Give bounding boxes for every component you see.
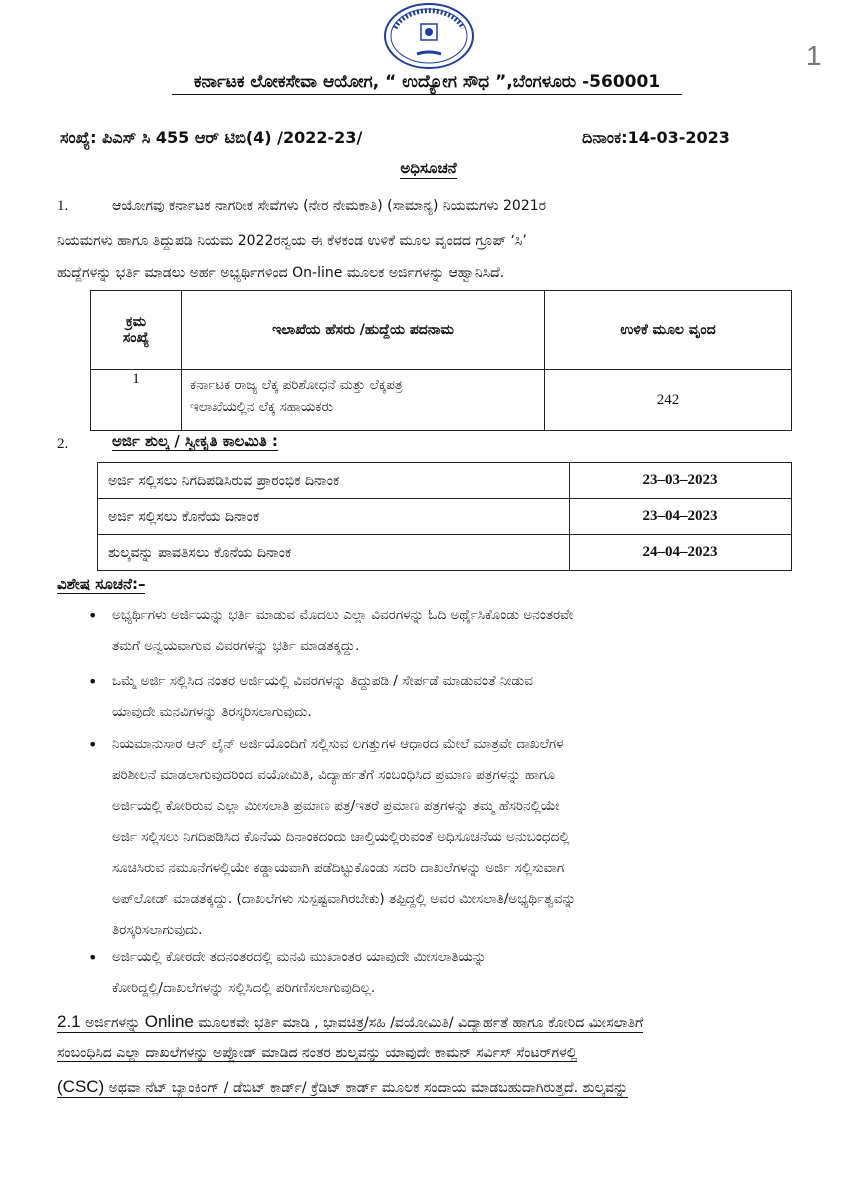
notification-title: ಅಧಿಸೂಚನೆ — [400, 159, 457, 177]
date-label: ಶುಲ್ಕವನ್ನು ಪಾವತಿಸಲು ಕೊನೆಯ ದಿನಾಂಕ — [98, 535, 570, 571]
section21-number: 2.1 — [57, 1012, 81, 1031]
section21-line — [57, 1012, 643, 1033]
para1-number: 1. — [57, 198, 69, 214]
bullet-line: ಅರ್ಜಿಯಲ್ಲಿ ಕೋರಿರುವ ಎಲ್ಲಾ ಮೀಸಲಾತಿ ಪ್ರಮಾಣ ಪತ್ರ/ಇತರೆ ಪ್ರಮಾಣ ಪತ್ರಗಳನ್ನು ತಮ್ಮ ಹೆಸರಿನಲ್ಲಿಯೇ — [112, 798, 560, 814]
bullet-line: ನಿಯಮಾನುಸಾರ ಆನ್ ಲೈನ್ ಅರ್ಜಿಯೊಂದಿಗೆ ಸಲ್ಲಿಸುವ ಲಗತ್ತುಗಳ ಆಧಾರದ ಮೇಲೆ ಮಾತ್ರವೇ ದಾಖಲೆಗಳ — [112, 736, 564, 752]
table-row — [98, 499, 792, 535]
special-notes-title: ವಿಶೇಷ ಸೂಚನೆ:– — [57, 575, 146, 593]
header-sl-line2: ಸಂಖ್ಯೆ — [122, 330, 150, 346]
section21-text: ಅರ್ಜಿಗಳನ್ನು — [85, 1015, 145, 1031]
row-post-name — [182, 370, 545, 431]
page-number: 1 — [806, 40, 822, 71]
bullet-line: ಸೂಚಿಸಿರುವ ನಮೂನೆಗಳಲ್ಲಿಯೇ ಕಡ್ಡಾಯವಾಗಿ ಪಡೆದಿಟ್ಟುಕೊಂಡು ಸದರಿ ದಾಖಲೆಗಳನ್ನು ಅರ್ಜಿ ಸಲ್ಲಿಸುವಾಗ — [112, 860, 565, 876]
date-label: ಅರ್ಜಿ ಸಲ್ಲಿಸಲು ಕೊನೆಯ ದಿನಾಂಕ — [98, 499, 570, 535]
date-value: 23–04–2023 — [570, 499, 792, 535]
bullet-line: ತಮಗೆ ಅನ್ವಯವಾಗುವ ವಿವರಗಳನ್ನು ಭರ್ತಿ ಮಾಡತಕ್ಕದ್ದು. — [112, 638, 360, 654]
para1-line: ಹುದ್ದೆಗಳನ್ನು ಭರ್ತಿ ಮಾಡಲು ಅರ್ಹ ಅಭ್ಯರ್ಥಿಗಳಿಂದ On-line ಮೂಲಕ ಅರ್ಜಿಗಳನ್ನು ಆಹ್ವಾನಿಸಿದೆ. — [57, 265, 505, 281]
special-notes-heading — [57, 575, 145, 593]
section2-title: ಅರ್ಜಿ ಶುಲ್ಕ / ಸ್ವೀಕೃತಿ ಕಾಲಮಿತಿ : — [112, 432, 278, 450]
bullet-line: ತಿರಸ್ಕರಿಸಲಾಗುವುದು. — [112, 922, 203, 938]
date-value: 24–04–2023 — [570, 535, 792, 571]
notification-date: ದಿನಾಂಕ:14-03-2023 — [582, 128, 730, 147]
bullet-line: ಕೋರಿದ್ದಲ್ಲಿ/ದಾಖಲೆಗಳನ್ನು ಸಲ್ಲಿಸಿದಲ್ಲಿ ಪರಿಗಣಿಸಲಾಗುವುದಿಲ್ಲ. — [112, 980, 376, 996]
column-header-sl — [91, 291, 182, 370]
post-name-line1: ಕರ್ನಾಟಕ ರಾಜ್ಯ ಲೆಕ್ಕ ಪರಿಶೋಧನೆ ಮತ್ತು ಲೆಕ್ಕಪತ್ರ — [190, 377, 403, 393]
bullet-line: ಒಮ್ಮೆ ಅರ್ಜಿ ಸಲ್ಲಿಸಿದ ನಂತರ ಅರ್ಜಿಯಲ್ಲಿ ವಿವರಗಳನ್ನು ತಿದ್ದುಪಡಿ / ಸೇರ್ಪಡೆ ಮಾಡುವಂತೆ ನೀಡುವ — [112, 673, 533, 689]
date-label: ಅರ್ಜಿ ಸಲ್ಲಿಸಲು ನಿಗದಿಪಡಿಸಿರುವ ಪ್ರಾರಂಭಿಕ ದಿನಾಂಕ — [98, 463, 570, 499]
para1-line: ಆಯೋಗವು ಕರ್ನಾಟಕ ನಾಗರೀಕ ಸೇವೆಗಳು (ನೇರ ನೇಮಕಾತಿ) (ಸಾಮಾನ್ಯ) ನಿಯಮಗಳು 2021ರ — [112, 198, 547, 214]
section2-number: 2. — [57, 436, 69, 452]
table-row — [91, 370, 792, 431]
post-name-line2: ಇಲಾಖೆಯಲ್ಲಿನ ಲೆಕ್ಕ ಸಹಾಯಕರು — [190, 399, 333, 415]
bullet-line: ಪರಿಶೀಲನೆ ಮಾಡಲಾಗುವುದರಿಂದ ವಯೋಮಿತಿ, ವಿದ್ಯಾರ್ಹತೆಗೆ ಸಂಬಂಧಿಸಿದ ಪ್ರಮಾಣ ಪತ್ರಗಳನ್ನು ಹಾಗೂ — [112, 767, 556, 783]
header-sl-line1: ಕ್ರಮ — [125, 314, 147, 330]
para1-line: ನಿಯಮಗಳು ಹಾಗೂ ತಿದ್ದುಪಡಿ ನಿಯಮ 2022ರನ್ವಯ ಈ ಕೆಳಕಂಡ ಉಳಿಕೆ ಮೂಲ ವೃಂದದ ಗ್ರೂಪ್ ‘ಸಿ’ — [57, 233, 527, 249]
reference-number: ಸಂಖ್ಯೆ: ಪಿಎಸ್ ಸಿ 455 ಆರ್ ಟಿಬಿ(4) /2022-23/ — [60, 128, 363, 147]
bullet-line: ಅಪ್‌ಲೋಡ್ ಮಾಡತಕ್ಕದ್ದು. (ದಾಖಲೆಗಳು ಸುಸ್ಪಷ್ಟವಾಗಿರಬೇಕು) ತಪ್ಪಿದ್ದಲ್ಲಿ ಅವರ ಮೀಸಲಾತಿ/ಅಭ್ಯರ್ಥಿತ್ವವನ್ನು — [112, 891, 576, 907]
bullet-line: ಅರ್ಜಿಯಲ್ಲಿ ಕೋರದೇ ತದನಂತರದಲ್ಲಿ ಮನವಿ ಮುಖಾಂತರ ಯಾವುದೇ ಮೀಸಲಾತಿಯನ್ನು — [112, 949, 487, 965]
bullet-line: ಅರ್ಜಿ ಸಲ್ಲಿಸಲು ನಿಗದಿಪಡಿಸಿದ ಕೊನೆಯ ದಿನಾಂಕದಂದು ಚಾಲ್ತಿಯಲ್ಲಿರುವಂತೆ ಅಧಿಸೂಚನೆಯ ಅನುಬಂಧದಲ್ಲಿ — [112, 829, 570, 845]
bullet-icon: • — [88, 672, 98, 691]
table-row — [98, 463, 792, 499]
section21-line — [57, 1077, 628, 1098]
row-post-count: 242 — [545, 370, 792, 431]
section2-heading — [112, 432, 278, 450]
table-header-row — [91, 291, 792, 370]
section21-line: ಸಂಬಂಧಿಸಿದ ಎಲ್ಲಾ ದಾಖಲೆಗಳನ್ನು ಅಪ್ಲೋಡ್ ಮಾಡಿದ ನಂತರ ಶುಲ್ಕವನ್ನು ಯಾವುದೇ ಕಾಮನ್ ಸರ್ವಿಸ್ ಸೆಂಟರ್‌ಗಳಲ್ಲಿ — [57, 1045, 578, 1061]
section21-text: ಅಥವಾ ನೆಟ್ ಬ್ಯಾಂಕಿಂಗ್ / ಡೆಬಿಟ್ ಕಾರ್ಡ್/ ಕ್ರೆಡಿಟ್ ಕಾರ್ಡ್ ಮೂಲಕ ಸಂದಾಯ ಮಾಡಬಹುದಾಗಿರುತ್ತದೆ. ಶುಲ್ಕವನ್ನು — [104, 1080, 629, 1096]
section21-csc: (CSC) — [57, 1077, 105, 1096]
bullet-icon: • — [88, 735, 98, 754]
column-header-count: ಉಳಿಕೆ ಮೂಲ ವೃಂದ — [545, 291, 792, 370]
posts-table — [90, 290, 792, 431]
bullet-icon: • — [88, 948, 98, 967]
row-sl: 1 — [91, 370, 182, 431]
bullet-icon: • — [88, 606, 98, 625]
column-header-post: ಇಲಾಖೆಯ ಹೆಸರು /ಹುದ್ದೆಯ ಪದನಾಮ — [182, 291, 545, 370]
bullet-line: ಅಭ್ಯರ್ಥಿಗಳು ಅರ್ಜಿಯನ್ನು ಭರ್ತಿ ಮಾಡುವ ಮೊದಲು ಎಲ್ಲಾ ವಿವರಗಳನ್ನು ಓದಿ ಅರ್ಥೈಸಿಕೊಂಡು ಅನಂತರವೇ — [112, 607, 574, 623]
date-value: 23–03–2023 — [570, 463, 792, 499]
office-title: ಕರ್ನಾಟಕ ಲೋಕಸೇವಾ ಆಯೋಗ, “ ಉದ್ಯೋಗ ಸೌಧ ”,ಬೆಂಗಳೂರು -560001 — [172, 72, 682, 95]
karnataka-seal-icon — [381, 2, 477, 70]
section21-text: ಮೂಲಕವೇ ಭರ್ತಿ ಮಾಡಿ , ಭಾವಚಿತ್ರ/ಸಹಿ /ವಯೋಮಿತಿ/ ವಿದ್ಯಾರ್ಹತೆ ಹಾಗೂ ಕೋರಿದ ಮೀಸಲಾತಿಗೆ — [193, 1015, 644, 1031]
notification-heading — [0, 158, 857, 177]
table-row — [98, 535, 792, 571]
dates-table — [97, 462, 792, 571]
bullet-line: ಯಾವುದೇ ಮನವಿಗಳನ್ನು ತಿರಸ್ಕರಿಸಲಾಗುವುದು. — [112, 704, 312, 720]
section21-online: Online — [144, 1012, 194, 1031]
